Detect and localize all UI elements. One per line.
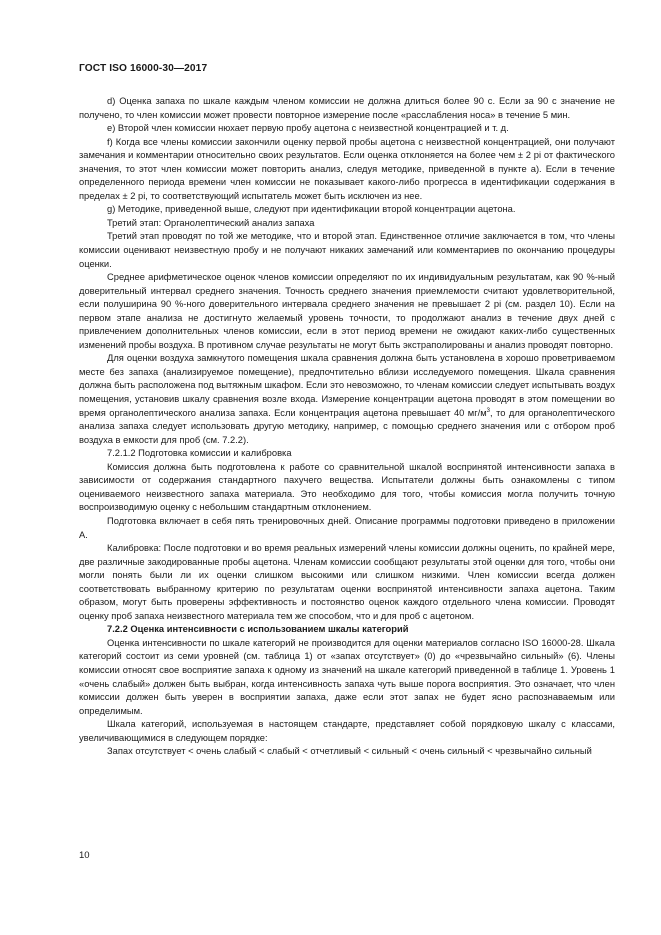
paragraph-scale-order: Запах отсутствует < очень слабый < слабый < отчетливый < сильный < очень сильный < чрезвычайно сильный: [107, 746, 592, 757]
stage-three-heading: Третий этап: Органолептический анализ запаха: [107, 217, 315, 228]
page-number: 10: [79, 850, 90, 861]
paragraph-stage-three: Третий этап проводят по той же методике, что и второй этап. Единственное отличие заключается в том, что члены комиссии оценивают неизвестную пробу и не получают никаких замечаний или комментариев по окончанию процедуры оценки.: [79, 231, 615, 269]
section-7-2-2-heading: 7.2.2 Оценка интенсивности с использованием шкалы категорий: [107, 624, 409, 635]
section-7-2-1-2-heading: 7.2.1.2 Подготовка комиссии и калибровка: [107, 448, 292, 459]
document-header: ГОСТ ISO 16000-30—2017: [79, 63, 208, 74]
indoor-air-text-tail: , то для органолептического анализа запаха следует использовать другую методику, например, с помощью среднего значения или с отбором проб воздуха в емкости для проб (см. 7.2.2).: [79, 407, 615, 445]
paragraph-ordinal-scale: Шкала категорий, используемая в настоящем стандарте, представляет собой порядковую шкалу с классами, увеличивающимися в следующем порядке:: [79, 719, 615, 743]
paragraph-f: f) Когда все члены комиссии закончили оценку первой пробы ацетона с неизвестной концентрацией, они получают замечания и комментарии относительно своих результатов. Если оценка отклоняется на более чем ± 2 pi от фактического значения, то этот член комиссии может повторить анализ, следуя методике, приведенной в пункте а). Если в течение определенного периода времени член комиссии не показывает какого-либо прогресса в идентификации содержания в пределах ± 2 pi, то соответствующий испытатель может быть исключен из нее.: [79, 136, 615, 201]
indoor-air-text: Для оценки воздуха замкнутого помещения шкала сравнения должна быть установлена в хорошо проветриваемом месте без запаха (анализируемое помещение), предпочтительно вблизи исследуемого помещения. Шкала сравнения должна быть расположена под вытяжным шкафом. Если это невозможно, то членам комиссии следует испытывать воздух помещения, установив шкалу сравнения возле входа. Измерение концентрации ацетона проводят в этом помещении во время органолептического анализа запаха. Если концентрация ацетона превышает 40 мг/м: [79, 353, 615, 418]
paragraph-category-scale: Оценка интенсивности по шкале категорий не производится для оценки материалов согласно ISO 16000-28. Шкала категорий состоит из семи уровней (см. таблица 1) от «запах отсутствует» (0) до «чрезвычайно сильный» (6). Члены комиссии относят свое восприятие запаха к одному из значений на шкале категорий приведенной в таблице 1. Уровень 1 «очень слабый» должен быть выбран, когда интенсивность запаха чуть выше порога восприятия. Это означает, что член комиссии должен быть уверен в восприятии запаха, даже если этот запах не будет ясно распознаваемым или определимым.: [79, 637, 615, 716]
document-body: [79, 95, 615, 759]
paragraph-training: Подготовка включает в себя пять тренировочных дней. Описание программы подготовки приведено в приложении А.: [79, 515, 615, 540]
paragraph-d: d) Оценка запаха по шкале каждым членом комиссии не должна длиться более 90 с. Если за 90 с значение не получено, то член комиссии может провести повторное измерение после «расслабления носа» в течение 5 мин.: [79, 96, 615, 120]
paragraph-mean: Среднее арифметическое оценок членов комиссии определяют по их индивидуальным результатам, как 90 %-ный доверительный интервал среднего значения. Точность среднего значения приемлемости считают удовлетворительной, если полуширина 90 %-ного доверительного интервала среднего значения не превышает 2 pi (см. раздел 10). Если на первом этапе анализа не достигнуто желаемый уровень точности, то продолжают анализ в течение двух дней с привлечением дополнительных членов комиссии, если в этот период времени не ожидают каких-либо существенных изменений пробы воздуха. В противном случае результаты не могут быть экстраполированы и анализ проводят повторно.: [79, 272, 615, 350]
paragraph-calibration: Калибровка: После подготовки и во время реальных измерений члены комиссии должны оценить, по крайней мере, две различные закодированные пробы ацетона. Членам комиссии сообщают результаты этой оценки для того, чтобы они могли понять были ли их оценки слишком высокими или слишком низкими. Член комиссии всегда должен соответствовать выбранному критерию по результатам оценки воспринятой интенсивности запаха ацетона. Таким образом, могут быть проверены эффективность и постоянство оценок каждого отдельного члена комиссии. Проводят оценку проб запаха неизвестного материала тем же способом, что и для проб с ацетоном.: [79, 543, 615, 621]
paragraph-commission-prep: Комиссия должна быть подготовлена к работе со сравнительной шкалой воспринятой интенсивности запаха в зависимости от содержания стандартного пахучего вещества. Испытатели должны быть ознакомлены с типом оцениваемого неизвестного запаха материала. Это необходимо для того, чтобы комиссия могла получить точную воспроизводимую оценку с небольшим стандартным отклонением.: [79, 461, 615, 513]
paragraph-g: g) Методике, приведенной выше, следуют при идентификации второй концентрации ацетона.: [107, 204, 516, 215]
paragraph-indoor-air: [79, 352, 615, 447]
paragraph-e: e) Второй член комиссии нюхает первую пробу ацетона с неизвестной концентрацией и т. д.: [107, 123, 509, 134]
superscript-three: 3: [486, 407, 491, 414]
